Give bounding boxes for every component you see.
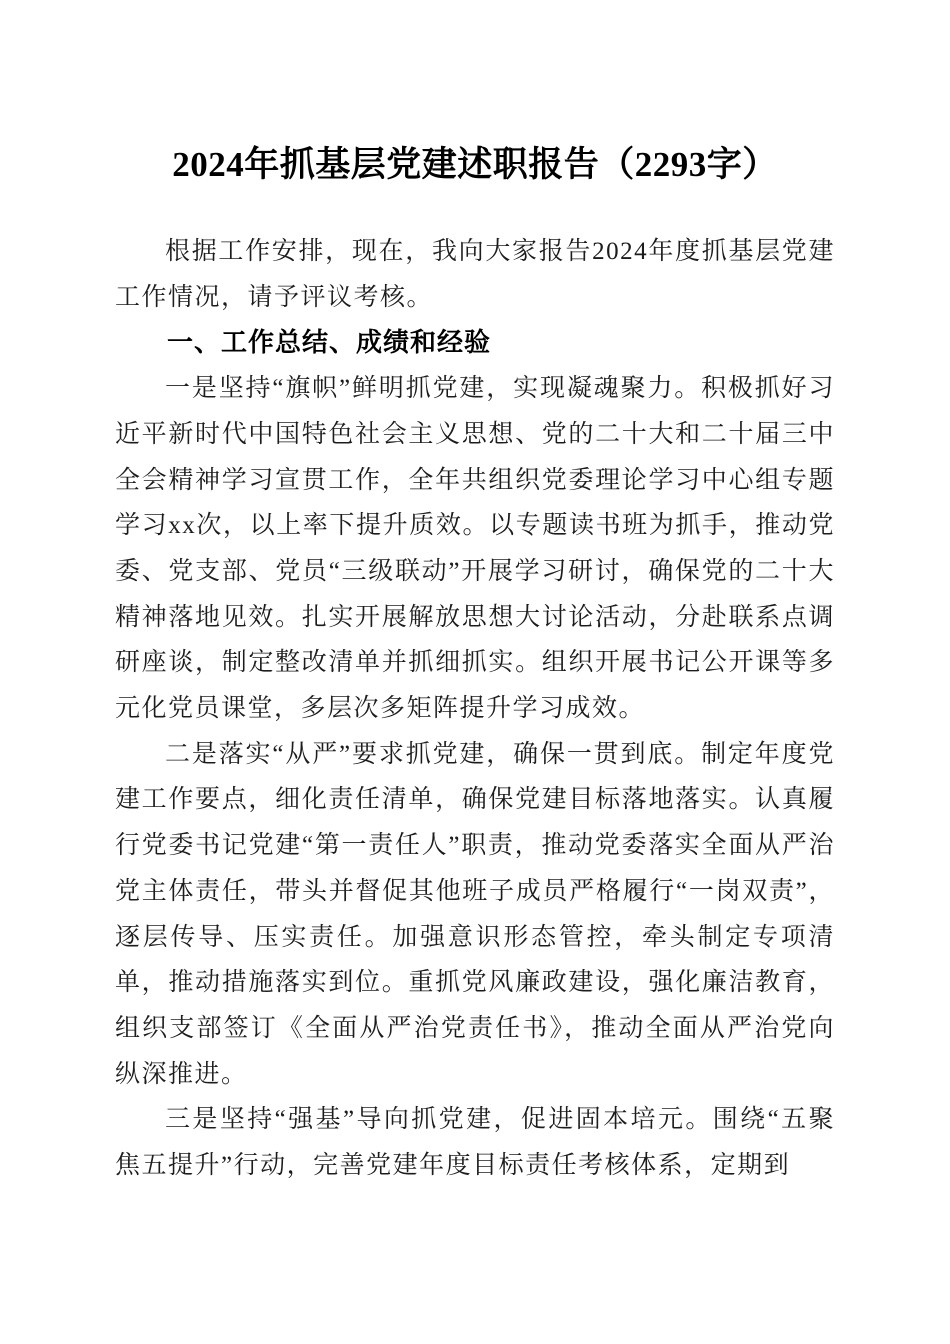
paragraph-point-one-banner: 一是坚持“旗帜”鲜明抓党建，实现凝魂聚力。积极抓好习近平新时代中国特色社会主义思想、党的二十大和二十届三中全会精神学习宣贯工作，全年共组织党委理论学习中心组专题学习xx次，以上率下提升质效。以专题读书班为抓手，推动党委、党支部、党员“三级联动”开展学习研讨，确保党的二十大精神落地见效。扎实开展解放思想大讨论活动，分赴联系点调研座谈，制定整改清单并抓细抓实。组织开展书记公开课等多元化党员课堂，多层次多矩阵提升学习成效。 <box>115 375 835 723</box>
paragraph-point-three-foundation: 三是坚持“强基”导向抓党建，促进固本培元。围绕“五聚焦五提升”行动，完善党建年度目标责任考核体系，定期到 <box>115 1106 835 1180</box>
section-heading-work-summary: 一、工作总结、成绩和经验 <box>167 327 492 358</box>
paragraph-intro: 根据工作安排，现在，我向大家报告2024年度抓基层党建工作情况，请予评议考核。 <box>115 238 835 311</box>
paragraph-point-two-strictness: 二是落实“从严”要求抓党建，确保一贯到底。制定年度党建工作要点，细化责任清单，确保党建目标落地落实。认真履行党委书记党建“第一责任人”职责，推动党委落实全面从严治党主体责任，带头并督促其他班子成员严格履行“一岗双责”，逐层传导、压实责任。加强意识形态管控，牵头制定专项清单，推动措施落实到位。重抓党风廉政建设，强化廉洁教育，组织支部签订《全面从严治党责任书》，推动全面从严治党向纵深推进。 <box>115 740 835 1088</box>
document-title: 2024年抓基层党建述职报告（2293字） <box>172 145 778 184</box>
